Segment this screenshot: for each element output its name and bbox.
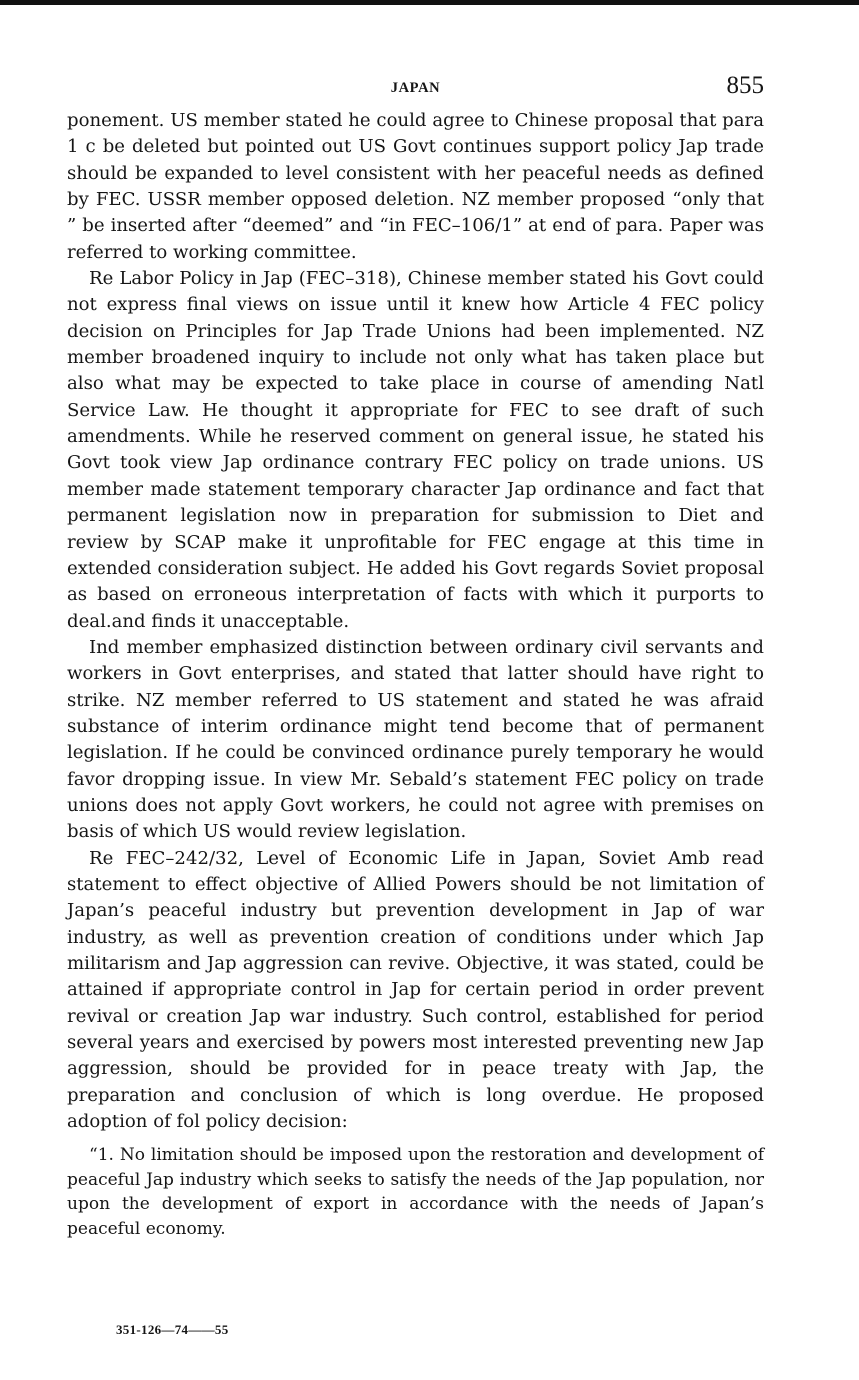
top-border xyxy=(0,0,859,5)
printer-signature: 351-126—74——55 xyxy=(116,1322,229,1337)
proposed-policy-quote xyxy=(67,1143,764,1241)
paragraph-continuation: ponement. US member stated he could agree to Chinese proposal that para 1 c be deleted but pointed out US Govt continues support policy Jap trade should be expanded to level consistent with her peaceful needs as defined by FEC. USSR member opposed deletion. NZ member proposed “only that ” be inserted after “deemed” and “in FEC–106/1” at end of para. Paper was referred to working committee. xyxy=(67,110,764,263)
paragraph-economic-life: Re FEC–242/32, Level of Economic Life in Japan, Soviet Amb read statement to effect objective of Allied Powers should be not limitation of Japan’s peaceful industry but prevention development in Jap of war industry, as well as prevention creation of conditions under which Jap militarism and Jap aggression can revive. Objective, it was stated, could be attained if appropriate control in Jap for certain period in order prevent revival or creation Jap war industry. Such control, established for period several years and exercised by powers most interested preventing new Jap aggression, should be provided for in peace treaty with Jap, the preparation and conclusion of which is long overdue. He proposed adoption of fol policy decision: xyxy=(67,847,764,1133)
paragraph-ind-member: Ind member emphasized distinction between ordinary civil servants and workers in Govt enterprises, and stated that latter should have right to strike. NZ member referred to US statement and stated he was afraid substance of interim ordinance might tend become that of permanent legislation. If he could be convinced ordinance purely temporary he would favor dropping issue. In view Mr. Sebald’s statement FEC policy on trade unions does not apply Govt workers, he could not agree with premises on basis of which US would review legislation. xyxy=(67,636,764,843)
body-text xyxy=(67,108,764,1135)
paragraph-labor-policy: Re Labor Policy in Jap (FEC–318), Chinese member stated his Govt could not express final views on issue until it knew how Article 4 FEC policy decision on Principles for Jap Trade Unions had been implemented. NZ member broadened inquiry to include not only what has taken place but also what may be expected to take place in course of amending Natl Service Law. He thought it appropriate for FEC to see draft of such amendments. While he reserved comment on general issue, he stated his Govt took view Jap ordinance contrary FEC policy on trade unions. US member made statement temporary character Jap ordinance and fact that permanent legislation now in preparation for submission to Diet and review by SCAP make it unprofitable for FEC engage at this time in extended consideration subject. He added his Govt regards Soviet proposal as based on erroneous interpretation of facts with which it purports to deal.and finds it unacceptable. xyxy=(67,268,764,632)
document-page xyxy=(67,72,764,1241)
page-number: 855 xyxy=(726,72,764,99)
quote-paragraph: “1. No limitation should be imposed upon the restoration and development of peaceful Jap industry which seeks to satisfy the needs of the Jap population, nor upon the development of export in accordance with the needs of Japan’s peaceful economy. xyxy=(67,1145,764,1239)
running-header xyxy=(67,72,764,108)
running-title: JAPAN xyxy=(390,80,441,96)
